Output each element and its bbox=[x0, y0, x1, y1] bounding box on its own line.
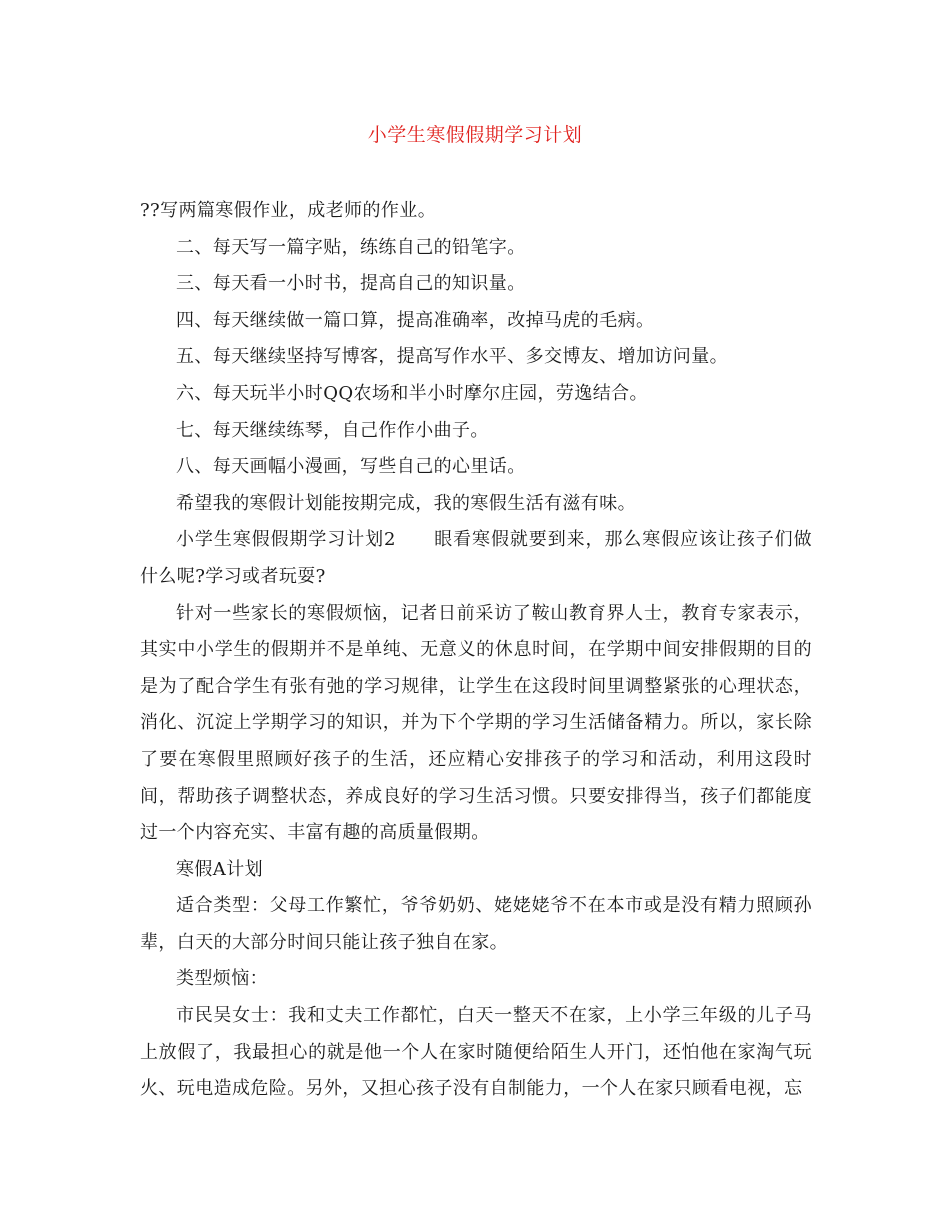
paragraph-12: 寒假A计划 bbox=[176, 858, 263, 880]
paragraph-15: 市民吴女士：我和丈夫工作都忙，白天一整天不在家，上小学三年级的儿子马上放假了，我最担心的就是他一个人在家时随便给陌生人开门，还怕他在家淘气玩火、玩电造成危险。另外，又担心孩子没有自制能力，一个人在家只顾看电视，忘 bbox=[140, 1005, 812, 1100]
paragraph-3: 三、每天看一小时书，提高自己的知识量。 bbox=[176, 273, 526, 295]
document-title: 小学生寒假假期学习计划 bbox=[367, 124, 583, 146]
paragraph-13: 适合类型：父母工作繁忙，爷爷奶奶、姥姥姥爷不在本市或是没有精力照顾孙辈，白天的大部分时间只能让孩子独自在家。 bbox=[140, 895, 812, 953]
paragraph-2: 二、每天写一篇字贴，练练自己的铅笔字。 bbox=[176, 236, 526, 258]
paragraph-4: 四、每天继续做一篇口算，提高准确率，改掉马虎的毛病。 bbox=[176, 309, 655, 331]
paragraph-14: 类型烦恼： bbox=[176, 968, 268, 990]
paragraph-9: 希望我的寒假计划能按期完成，我的寒假生活有滋有味。 bbox=[176, 492, 636, 514]
paragraph-5: 五、每天继续坚持写博客，提高写作水平、多交博友、增加访问量。 bbox=[176, 346, 728, 368]
document-body bbox=[140, 193, 812, 1108]
paragraph-6: 六、每天玩半小时QQ农场和半小时摩尔庄园，劳逸结合。 bbox=[176, 382, 648, 404]
paragraph-11: 针对一些家长的寒假烦恼，记者日前采访了鞍山教育界人士，教育专家表示，其实中小学生的假期并不是单纯、无意义的休息时间，在学期中间安排假期的目的是为了配合学生有张有弛的学习规律，让学生在这段时间里调整紧张的心理状态，消化、沉淀上学期学习的知识，并为下个学期的学习生活储备精力。所以，家长除了要在寒假里照顾好孩子的生活，还应精心安排孩子的学习和活动，利用这段时间，帮助孩子调整状态，养成良好的学习生活习惯。只要安排得当，孩子们都能度过一个内容充实、丰富有趣的高质量假期。 bbox=[140, 602, 812, 844]
paragraph-7: 七、每天继续练琴，自己作作小曲子。 bbox=[176, 419, 489, 441]
paragraph-1: ??写两篇寒假作业，成老师的作业。 bbox=[140, 200, 437, 221]
paragraph-10: 小学生寒假假期学习计划2 眼看寒假就要到来，那么寒假应该让孩子们做什么呢?学习或者玩耍? bbox=[140, 529, 812, 587]
paragraph-8: 八、每天画幅小漫画，写些自己的心里话。 bbox=[176, 456, 526, 478]
